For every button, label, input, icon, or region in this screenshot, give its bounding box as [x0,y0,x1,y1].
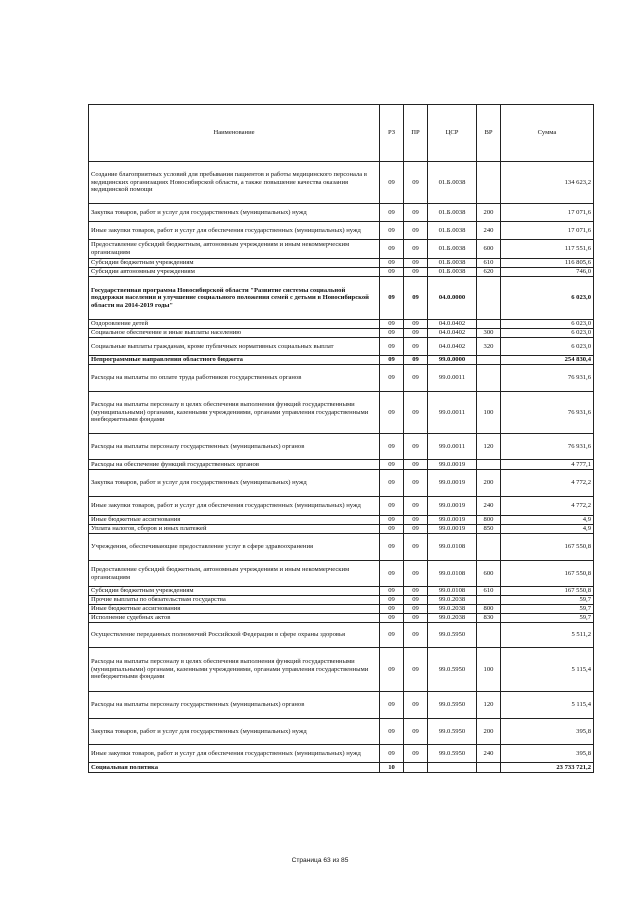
cell-vr: 830 [477,614,501,623]
cell-rz: 09 [380,365,404,392]
cell-csr [428,763,477,773]
cell-name: Субсидии автономным учреждениям [89,268,380,277]
cell-sum: 17 071,6 [501,222,594,240]
cell-csr: 01.Б.0038 [428,268,477,277]
cell-pr: 09 [404,277,428,320]
table-row [89,623,594,648]
cell-sum: 746,0 [501,268,594,277]
cell-rz: 09 [380,497,404,516]
table-row [89,320,594,329]
cell-rz: 09 [380,516,404,525]
cell-vr: 610 [477,259,501,268]
table-row [89,268,594,277]
table-row [89,587,594,596]
cell-rz: 09 [380,623,404,648]
cell-csr: 01.Б.0038 [428,162,477,204]
cell-name: Учреждения, обеспечивающие предоставление услуг в сфере здравоохранения [89,534,380,561]
cell-vr: 200 [477,204,501,222]
cell-pr [404,763,428,773]
cell-pr: 09 [404,470,428,497]
cell-name: Закупка товаров, работ и услуг для государственных (муниципальных) нужд [89,470,380,497]
cell-csr: 01.Б.0038 [428,204,477,222]
cell-vr: 320 [477,338,501,356]
cell-vr [477,596,501,605]
cell-rz: 09 [380,460,404,470]
header-csr: ЦСР [428,105,477,162]
cell-sum: 4 772,2 [501,470,594,497]
cell-csr: 99.0.0011 [428,365,477,392]
table-header-row [89,105,594,162]
cell-sum: 5 511,2 [501,623,594,648]
cell-pr: 09 [404,692,428,719]
cell-pr: 09 [404,596,428,605]
cell-sum: 116 805,6 [501,259,594,268]
cell-csr: 99.0.2038 [428,605,477,614]
cell-pr: 09 [404,356,428,365]
cell-csr: 99.0.5950 [428,648,477,692]
cell-rz: 09 [380,692,404,719]
cell-vr: 200 [477,470,501,497]
cell-vr [477,365,501,392]
cell-name: Государственная программа Новосибирской области "Развитие системы социальной поддержки населения и улучшение социального положения семей с детьми в Новосибирской области на 2014-2019 годы" [89,277,380,320]
cell-csr: 99.0.5950 [428,745,477,763]
cell-sum: 23 733 721,2 [501,763,594,773]
cell-name: Предоставление субсидий бюджетным, автономным учреждениям и иным некоммерческим организациям [89,240,380,259]
cell-vr: 300 [477,329,501,338]
cell-vr [477,277,501,320]
cell-pr: 09 [404,259,428,268]
cell-rz: 09 [380,338,404,356]
cell-pr: 09 [404,525,428,534]
cell-pr: 09 [404,434,428,460]
cell-rz: 10 [380,763,404,773]
header-sum: Сумма [501,105,594,162]
cell-name: Непрограммные направления областного бюджета [89,356,380,365]
cell-csr: 01.Б.0038 [428,222,477,240]
cell-vr: 120 [477,692,501,719]
header-vr: ВР [477,105,501,162]
cell-name: Иные закупки товаров, работ и услуг для обеспечения государственных (муниципальных) нужд [89,745,380,763]
cell-name: Расходы на выплаты персоналу государственных (муниципальных) органов [89,434,380,460]
cell-rz: 09 [380,204,404,222]
cell-sum: 4,9 [501,516,594,525]
cell-rz: 09 [380,356,404,365]
table-row [89,356,594,365]
cell-rz: 09 [380,320,404,329]
table-row [89,460,594,470]
cell-pr: 09 [404,587,428,596]
cell-pr: 09 [404,605,428,614]
table-row [89,277,594,320]
cell-rz: 09 [380,745,404,763]
cell-rz: 09 [380,525,404,534]
cell-pr: 09 [404,365,428,392]
cell-vr: 600 [477,240,501,259]
cell-csr: 99.0.5950 [428,719,477,745]
cell-name: Осуществление переданных полномочий Российской Федерации в сфере охраны здоровья [89,623,380,648]
cell-rz: 09 [380,259,404,268]
cell-pr: 09 [404,268,428,277]
cell-rz: 09 [380,534,404,561]
table-row [89,561,594,587]
cell-rz: 09 [380,596,404,605]
cell-pr: 09 [404,561,428,587]
cell-vr [477,356,501,365]
cell-csr: 04.0.0000 [428,277,477,320]
cell-csr: 99.0.0011 [428,392,477,434]
cell-rz: 09 [380,240,404,259]
cell-vr: 240 [477,222,501,240]
cell-name: Прочие выплаты по обязательствам государства [89,596,380,605]
page-footer: Страница 63 из 85 [291,857,349,864]
cell-vr: 610 [477,587,501,596]
cell-csr: 99.0.0019 [428,470,477,497]
cell-csr: 99.0.0108 [428,534,477,561]
cell-sum: 6 023,0 [501,338,594,356]
cell-sum: 4,9 [501,525,594,534]
cell-name: Уплата налогов, сборов и иных платежей [89,525,380,534]
cell-rz: 09 [380,614,404,623]
cell-name: Оздоровление детей [89,320,380,329]
table-row [89,365,594,392]
table-row [89,648,594,692]
cell-sum: 167 550,8 [501,534,594,561]
table-row [89,392,594,434]
table-row [89,692,594,719]
cell-sum: 17 071,6 [501,204,594,222]
table-row [89,516,594,525]
cell-rz: 09 [380,719,404,745]
cell-rz: 09 [380,648,404,692]
table-row [89,162,594,204]
cell-csr: 99.0.5950 [428,623,477,648]
cell-sum: 6 023,0 [501,329,594,338]
cell-pr: 09 [404,648,428,692]
cell-csr: 99.0.5950 [428,692,477,719]
cell-sum: 6 023,0 [501,320,594,329]
cell-rz: 09 [380,587,404,596]
cell-sum: 254 830,4 [501,356,594,365]
budget-table [88,104,594,773]
cell-vr: 620 [477,268,501,277]
cell-vr: 850 [477,525,501,534]
cell-name: Расходы на выплаты персоналу в целях обеспечения выполнения функций государственными (муниципальными) органами, казенными учреждениями, органами управления государственными внебюджетными фондами [89,392,380,434]
cell-sum: 6 023,0 [501,277,594,320]
cell-sum: 5 115,4 [501,692,594,719]
cell-sum: 134 623,2 [501,162,594,204]
cell-pr: 09 [404,222,428,240]
header-rz: РЗ [380,105,404,162]
cell-name: Иные закупки товаров, работ и услуг для обеспечения государственных (муниципальных) нужд [89,497,380,516]
table-row [89,222,594,240]
table-row [89,605,594,614]
cell-sum: 167 550,8 [501,561,594,587]
cell-csr: 99.0.2038 [428,614,477,623]
cell-pr: 09 [404,204,428,222]
cell-csr: 99.0.0011 [428,434,477,460]
cell-name: Социальная политика [89,763,380,773]
cell-rz: 09 [380,561,404,587]
cell-name: Предоставление субсидий бюджетным, автономным учреждениям и иным некоммерческим организациям [89,561,380,587]
cell-rz: 09 [380,222,404,240]
cell-vr [477,320,501,329]
cell-sum: 76 931,6 [501,434,594,460]
table-row [89,719,594,745]
cell-name: Социальное обеспечение и иные выплаты населению [89,329,380,338]
table-row [89,614,594,623]
cell-rz: 09 [380,470,404,497]
cell-pr: 09 [404,719,428,745]
cell-sum: 59,7 [501,605,594,614]
table-row [89,204,594,222]
cell-csr: 99.0.0019 [428,460,477,470]
table-row [89,259,594,268]
table-body [89,162,594,773]
cell-csr: 01.Б.0038 [428,240,477,259]
cell-sum: 117 551,6 [501,240,594,259]
cell-sum: 59,7 [501,614,594,623]
cell-pr: 09 [404,745,428,763]
cell-vr [477,162,501,204]
cell-name: Закупка товаров, работ и услуг для государственных (муниципальных) нужд [89,719,380,745]
cell-name: Социальные выплаты гражданам, кроме публичных нормативных социальных выплат [89,338,380,356]
table-row [89,338,594,356]
table-row [89,434,594,460]
cell-csr: 99.0.0019 [428,516,477,525]
cell-name: Расходы на выплаты персоналу государственных (муниципальных) органов [89,692,380,719]
cell-name: Расходы на обеспечение функций государственных органов [89,460,380,470]
cell-pr: 09 [404,240,428,259]
cell-name: Иные бюджетные ассигнования [89,516,380,525]
cell-csr: 04.0.0402 [428,329,477,338]
cell-csr: 99.0.0019 [428,525,477,534]
cell-pr: 09 [404,497,428,516]
cell-csr: 99.0.2038 [428,596,477,605]
cell-csr: 01.Б.0038 [428,259,477,268]
cell-vr [477,623,501,648]
cell-pr: 09 [404,320,428,329]
cell-name: Расходы на выплаты персоналу в целях обеспечения выполнения функций государственными (муниципальными) органами, казенными учреждениями, органами управления государственными внебюджетными фондами [89,648,380,692]
cell-vr: 120 [477,434,501,460]
cell-vr: 240 [477,497,501,516]
cell-sum: 76 931,6 [501,392,594,434]
table-row [89,497,594,516]
header-name: Наименование [89,105,380,162]
cell-rz: 09 [380,392,404,434]
cell-vr: 240 [477,745,501,763]
cell-pr: 09 [404,329,428,338]
cell-sum: 4 777,1 [501,460,594,470]
cell-rz: 09 [380,605,404,614]
cell-sum: 4 772,2 [501,497,594,516]
cell-sum: 59,7 [501,596,594,605]
cell-pr: 09 [404,623,428,648]
cell-rz: 09 [380,268,404,277]
table-row [89,470,594,497]
cell-pr: 09 [404,392,428,434]
table-row [89,240,594,259]
cell-sum: 395,8 [501,745,594,763]
cell-name: Иные бюджетные ассигнования [89,605,380,614]
table-row [89,745,594,763]
cell-pr: 09 [404,338,428,356]
cell-vr: 100 [477,648,501,692]
table-row [89,763,594,773]
cell-rz: 09 [380,277,404,320]
cell-vr: 100 [477,392,501,434]
cell-csr: 99.0.0019 [428,497,477,516]
cell-sum: 76 931,6 [501,365,594,392]
cell-rz: 09 [380,329,404,338]
cell-vr: 800 [477,605,501,614]
cell-csr: 99.0.0108 [428,587,477,596]
header-pr: ПР [404,105,428,162]
table-row [89,596,594,605]
cell-name: Субсидии бюджетным учреждениям [89,587,380,596]
cell-csr: 99.0.0108 [428,561,477,587]
cell-pr: 09 [404,534,428,561]
cell-csr: 04.0.0402 [428,320,477,329]
cell-sum: 167 550,8 [501,587,594,596]
table-row [89,525,594,534]
cell-vr: 800 [477,516,501,525]
cell-rz: 09 [380,162,404,204]
cell-name: Субсидии бюджетным учреждениям [89,259,380,268]
cell-vr: 600 [477,561,501,587]
cell-name: Иные закупки товаров, работ и услуг для обеспечения государственных (муниципальных) нужд [89,222,380,240]
cell-name: Расходы на выплаты по оплате труда работников государственных органов [89,365,380,392]
cell-name: Закупка товаров, работ и услуг для государственных (муниципальных) нужд [89,204,380,222]
cell-sum: 5 115,4 [501,648,594,692]
table-row [89,534,594,561]
cell-pr: 09 [404,162,428,204]
cell-vr [477,763,501,773]
cell-pr: 09 [404,614,428,623]
cell-csr: 99.0.0000 [428,356,477,365]
table-row [89,329,594,338]
cell-rz: 09 [380,434,404,460]
cell-name: Создание благоприятных условий для пребывания пациентов и работы медицинского персонала в медицинских организациях Новосибирской области, а также повышение качества оказания медицинской помощи [89,162,380,204]
cell-pr: 09 [404,460,428,470]
cell-pr: 09 [404,516,428,525]
cell-name: Исполнение судебных актов [89,614,380,623]
cell-sum: 395,8 [501,719,594,745]
cell-vr: 200 [477,719,501,745]
cell-vr [477,534,501,561]
cell-vr [477,460,501,470]
cell-csr: 04.0.0402 [428,338,477,356]
